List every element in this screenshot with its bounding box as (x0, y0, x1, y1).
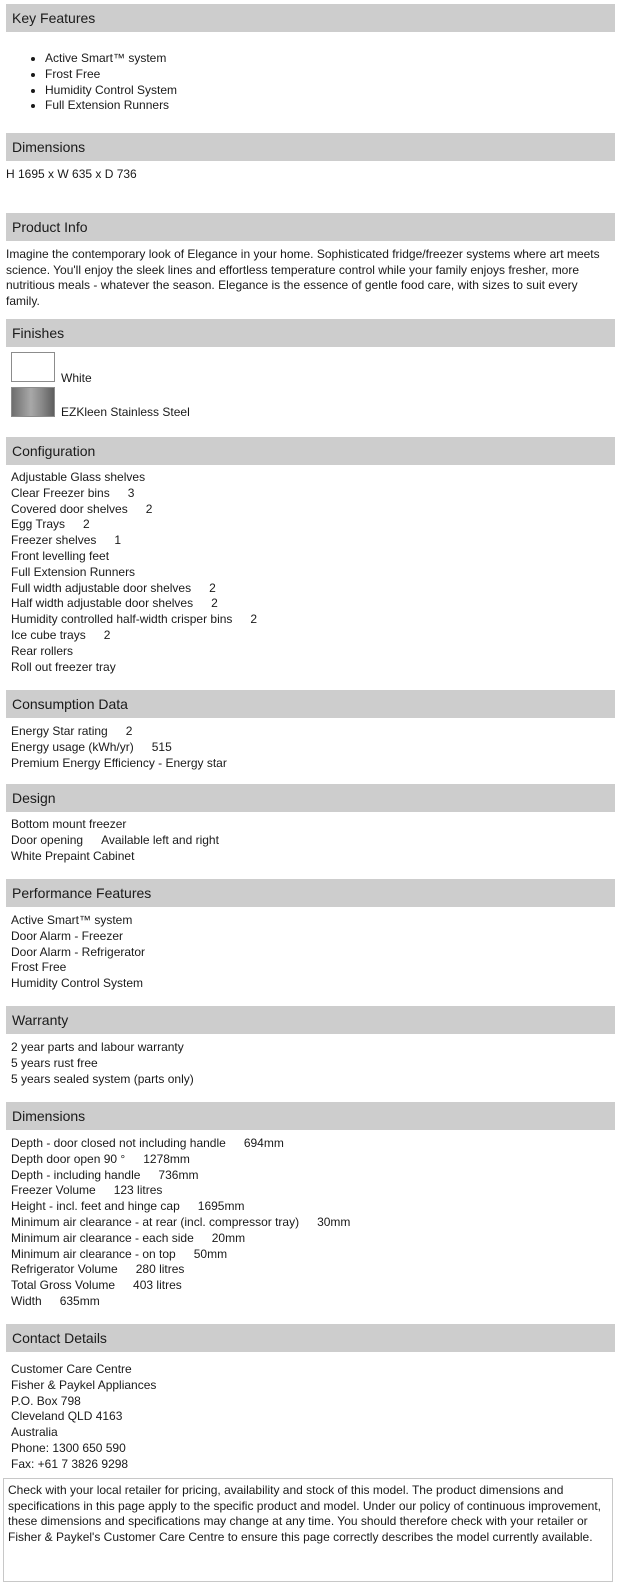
dimension-row (11, 1199, 350, 1215)
dimension-row-value: 736mm (158, 1167, 199, 1182)
dimension-row-label: Depth door open 90 ° (11, 1151, 126, 1166)
contact-line-org: Customer Care Centre (11, 1362, 132, 1376)
key-features-list (0, 51, 177, 114)
design-row-label: White Prepaint Cabinet (11, 848, 135, 863)
dimension-row-value: 20mm (211, 1230, 246, 1245)
warranty-row-label: 5 years rust free (11, 1055, 98, 1070)
configuration-row (11, 628, 257, 644)
dimension-row (11, 1168, 350, 1184)
warranty-row (11, 1056, 194, 1072)
consumption-row-label: Energy usage (kWh/yr) (11, 739, 134, 754)
section-header-consumption-data: Consumption Data (6, 690, 615, 718)
configuration-row (11, 565, 257, 581)
dimension-row-value: 403 litres (133, 1278, 182, 1293)
consumption-row-value: 2 (125, 724, 133, 738)
dimension-row-label: Freezer Volume (11, 1183, 96, 1198)
design-row-label: Door opening (11, 832, 84, 847)
configuration-row-value: 2 (250, 612, 258, 627)
dimension-row-label: Total Gross Volume (11, 1278, 116, 1293)
dimensions-summary-text: H 1695 x W 635 x D 736 (6, 167, 137, 181)
performance-row-label: Frost Free (11, 960, 67, 975)
dimension-row-label: Depth - door closed not including handle (11, 1136, 226, 1150)
consumption-row (11, 756, 227, 772)
configuration-row (11, 533, 257, 549)
configuration-row (11, 596, 257, 612)
performance-row-label: Door Alarm - Freezer (11, 928, 124, 943)
dimension-row (11, 1278, 350, 1294)
section-header-dimensions: Dimensions (6, 133, 615, 161)
section-header-product-info: Product Info (6, 213, 615, 241)
configuration-row (11, 517, 257, 533)
section-header-configuration: Configuration (6, 437, 615, 465)
dimension-row (11, 1152, 350, 1168)
dimension-row-value: 280 litres (135, 1262, 185, 1277)
performance-row-label: Active Smart™ system (11, 913, 133, 927)
configuration-row-label: Freezer shelves (11, 533, 97, 548)
dimension-row (11, 1215, 350, 1231)
warranty-row (11, 1072, 194, 1088)
section-header-contact-details: Contact Details (6, 1324, 615, 1352)
finish-swatch-white[interactable] (11, 352, 55, 382)
contact-line-po-box: P.O. Box 798 (11, 1393, 81, 1408)
finish-label-stainless-steel: EZKleen Stainless Steel (61, 405, 190, 419)
configuration-row (11, 502, 257, 518)
warranty-list (11, 1040, 194, 1087)
dimension-row-value: 30mm (317, 1214, 351, 1229)
configuration-row-value: 1 (114, 533, 122, 548)
list-item: • Frost Free (45, 67, 177, 83)
configuration-row (11, 644, 257, 660)
consumption-row-label: Premium Energy Efficiency - Energy star (11, 755, 227, 770)
performance-row (11, 929, 145, 945)
dimension-row-label: Depth - including handle (11, 1167, 141, 1182)
dimension-row-value: 123 litres (113, 1183, 163, 1198)
configuration-row-label: Adjustable Glass shelves (11, 470, 146, 484)
performance-row (11, 960, 145, 976)
dimension-row-value: 1278mm (143, 1151, 190, 1166)
performance-row (11, 945, 145, 961)
dimension-row-label: Height - incl. feet and hinge cap (11, 1199, 180, 1214)
dimension-row-label: Refrigerator Volume (11, 1262, 118, 1277)
configuration-row-label: Roll out freezer tray (11, 659, 116, 674)
dimension-row-value: 635mm (59, 1293, 100, 1308)
section-header-warranty: Warranty (6, 1006, 615, 1034)
performance-row-label: Door Alarm - Refrigerator (11, 944, 146, 959)
consumption-list (11, 724, 227, 771)
finish-label-white: White (61, 371, 92, 385)
consumption-row (11, 740, 227, 756)
configuration-row-value: 2 (103, 627, 111, 642)
section-header-finishes: Finishes (6, 319, 615, 347)
list-item: • Full Extension Runners (45, 98, 177, 114)
performance-list (11, 913, 145, 992)
configuration-row-label: Front levelling feet (11, 548, 110, 563)
section-header-dimensions-detail: Dimensions (6, 1102, 615, 1130)
list-item: • Humidity Control System (45, 83, 177, 99)
configuration-row-label: Full width adjustable door shelves (11, 580, 192, 595)
configuration-row-label: Covered door shelves (11, 501, 128, 516)
configuration-row-label: Egg Trays (11, 517, 66, 532)
design-row-label: Bottom mount freezer (11, 817, 127, 831)
configuration-list (11, 470, 257, 675)
configuration-row-label: Full Extension Runners (11, 564, 136, 579)
configuration-row-value: 2 (211, 596, 218, 611)
dimensions-detail-list (11, 1136, 350, 1310)
contact-line-country: Australia (11, 1425, 58, 1440)
design-row-value: Available left and right (101, 832, 219, 847)
dimension-row-value: 694mm (243, 1136, 284, 1150)
dimension-row-label: Minimum air clearance - each side (11, 1230, 194, 1245)
section-header-key-features: Key Features (6, 4, 615, 32)
configuration-row-label: Clear Freezer bins (11, 485, 110, 500)
performance-row (11, 976, 145, 992)
configuration-row-label: Half width adjustable door shelves (11, 596, 194, 611)
dimension-row-label: Minimum air clearance - on top (11, 1246, 176, 1261)
dimension-row-value: 1695mm (197, 1199, 245, 1214)
contact-line-fax: Fax: +61 7 3826 9298 (11, 1456, 129, 1471)
warranty-row-label: 5 years sealed system (parts only) (11, 1071, 194, 1086)
product-info-text: Imagine the contemporary look of Elegance in your home. Sophisticated fridge/freezer systems where art meets science. You'll enjoy the sleek lines and effortless temperature control while your family enjoys fresher, more nutritious meals - whatever the season. Elegance is the essence of gentle food care, with sizes to suit every family. (6, 247, 600, 308)
configuration-row (11, 549, 257, 565)
consumption-row (11, 724, 227, 740)
contact-line-city: Cleveland QLD 4163 (11, 1409, 123, 1424)
design-row (11, 849, 219, 865)
configuration-row-label: Rear rollers (11, 643, 74, 658)
design-row (11, 817, 219, 833)
dimension-row-label: Width (11, 1293, 42, 1308)
configuration-row (11, 612, 257, 628)
configuration-row-value: 2 (209, 580, 216, 595)
contact-line-phone: Phone: 1300 650 590 (11, 1440, 126, 1455)
configuration-row-label: Ice cube trays (11, 627, 86, 642)
dimension-row-value: 50mm (193, 1246, 228, 1261)
configuration-row (11, 470, 257, 486)
warranty-row-label: 2 year parts and labour warranty (11, 1040, 184, 1054)
configuration-row-value: 2 (83, 517, 90, 532)
dimension-row (11, 1262, 350, 1278)
dimension-row (11, 1247, 350, 1263)
configuration-row (11, 486, 257, 502)
dimension-row (11, 1294, 350, 1310)
performance-row (11, 913, 145, 929)
dimension-row (11, 1183, 350, 1199)
dimension-row (11, 1231, 350, 1247)
contact-line-company: Fisher & Paykel Appliances (11, 1377, 157, 1392)
list-item: • Active Smart™ system (45, 51, 177, 67)
configuration-row (11, 581, 257, 597)
warranty-row (11, 1040, 194, 1056)
consumption-row-label: Energy Star rating (11, 724, 108, 738)
performance-row-label: Humidity Control System (11, 976, 144, 991)
design-row (11, 833, 219, 849)
section-header-performance-features: Performance Features (6, 879, 615, 907)
dimension-row-label: Minimum air clearance - at rear (incl. compressor tray) (11, 1214, 300, 1229)
dimension-row (11, 1136, 350, 1152)
configuration-row (11, 660, 257, 676)
finish-swatch-stainless-steel[interactable] (11, 387, 55, 417)
consumption-row-value: 515 (151, 739, 172, 754)
design-list (11, 817, 219, 864)
configuration-row-value: 3 (127, 485, 135, 500)
contact-details (11, 1362, 156, 1473)
configuration-row-value: 2 (145, 501, 153, 516)
section-header-design: Design (6, 784, 615, 812)
configuration-row-label: Humidity controlled half-width crisper bins (11, 612, 233, 627)
disclaimer-box: Check with your local retailer for pricing, availability and stock of this model. The product dimensions and specifications in this page apply to the specific product and model. Under our policy of continuous improvement, these dimensions and specifications may change at any time. You should therefore check with your retailer or Fisher & Paykel's Customer Care Centre to ensure this page correctly describes the model currently available. (3, 1478, 613, 1582)
